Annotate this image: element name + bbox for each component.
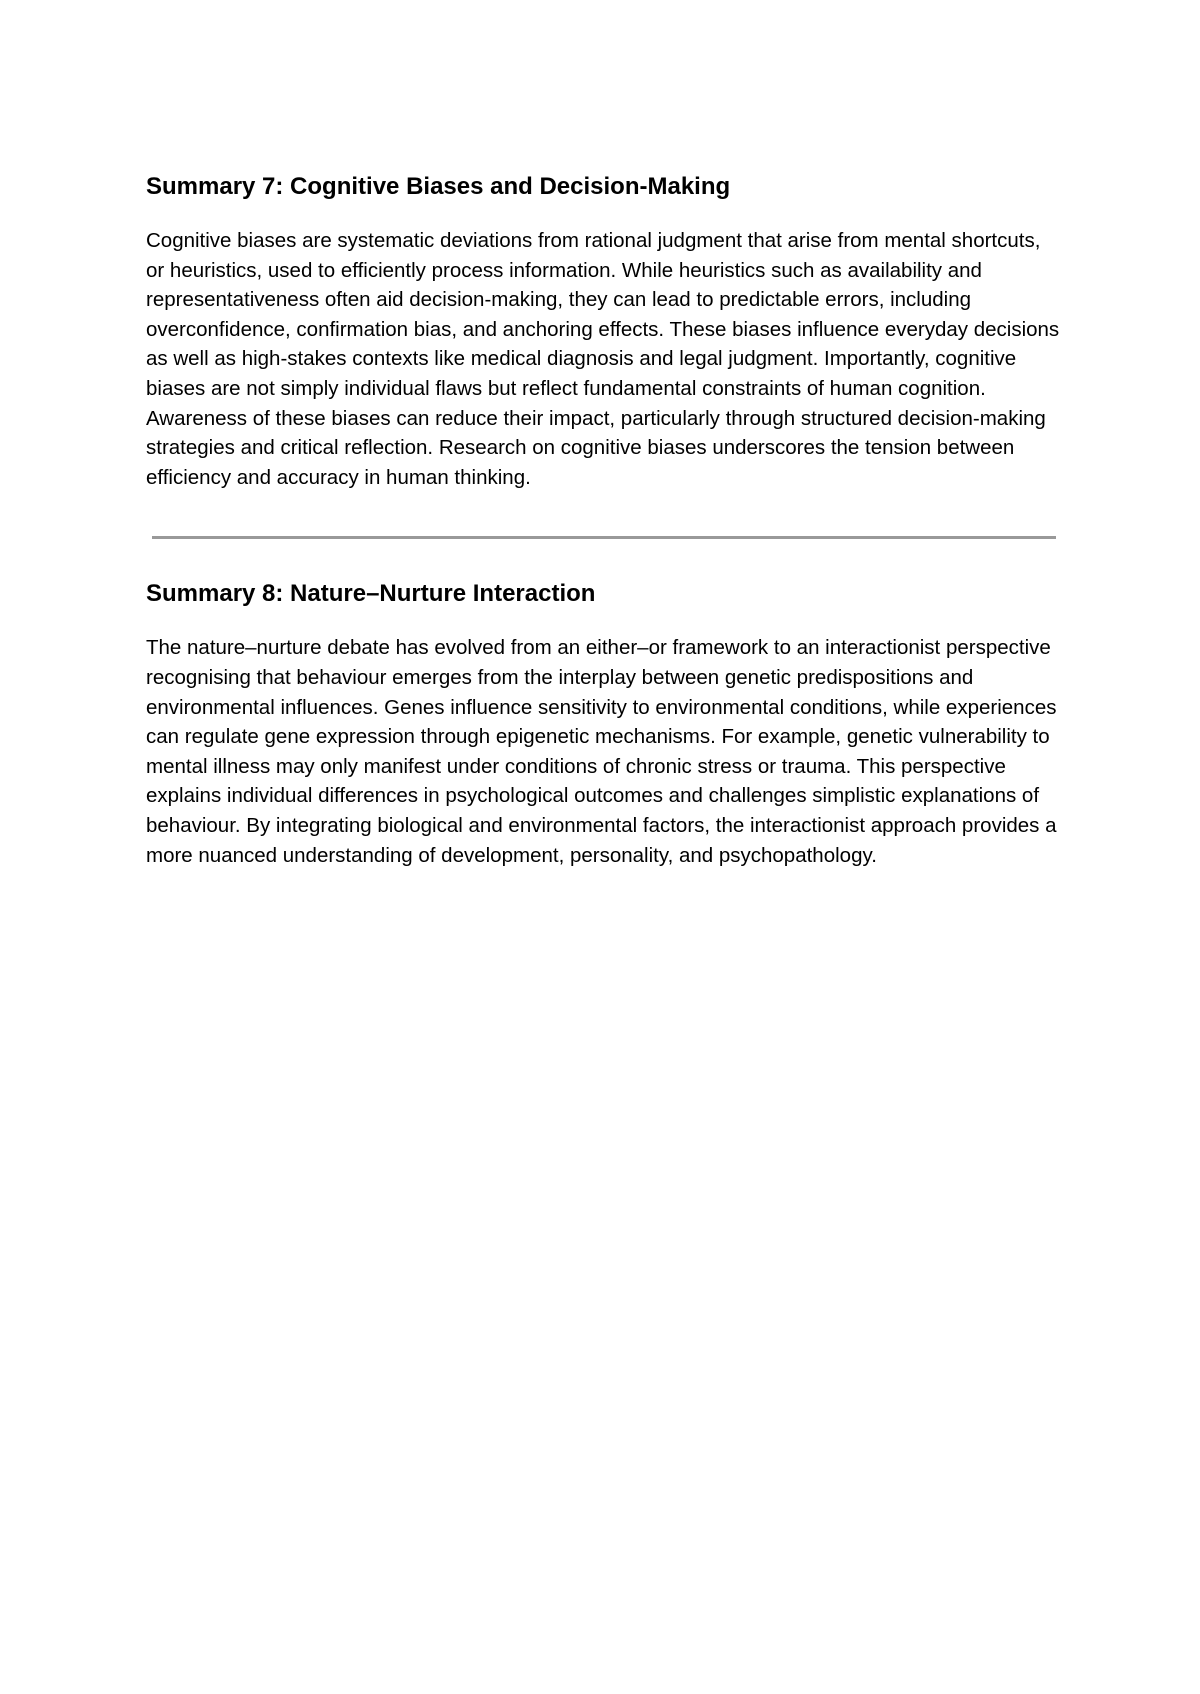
summary-7-section [146,172,1061,492]
summary-8-body: The nature–nurture debate has evolved from an either–or framework to an interactionist perspective recognising that behaviour emerges from the interplay between genetic predispositions and environmental influences. Genes influence sensitivity to environmental conditions, while experiences can regulate gene expression through epigenetic mechanisms. For example, genetic vulnerability to mental illness may only manifest under conditions of chronic stress or trauma. This perspective explains individual differences in psychological outcomes and challenges simplistic explanations of behaviour. By integrating biological and environmental factors, the interactionist approach provides a more nuanced understanding of development, personality, and psychopathology. [146,636,1057,867]
document-content [146,172,1061,870]
section-divider [152,536,1056,539]
summary-8-section [146,579,1061,870]
summary-7-body: Cognitive biases are systematic deviations from rational judgment that arise from mental shortcuts, or heuristics, used to efficiently process information. While heuristics such as availability and representativeness often aid decision-making, they can lead to predictable errors, including overconfidence, confirmation bias, and anchoring effects. These biases influence everyday decisions as well as high-stakes contexts like medical diagnosis and legal judgment. Importantly, cognitive biases are not simply individual flaws but reflect fundamental constraints of human cognition. Awareness of these biases can reduce their impact, particularly through structured decision-making strategies and critical reflection. Research on cognitive biases underscores the tension between efficiency and accuracy in human thinking. [146,229,1060,489]
summary-8-title: Summary 8: Nature–Nurture Interaction [146,580,596,608]
summary-7-title: Summary 7: Cognitive Biases and Decision-Making [146,173,731,200]
